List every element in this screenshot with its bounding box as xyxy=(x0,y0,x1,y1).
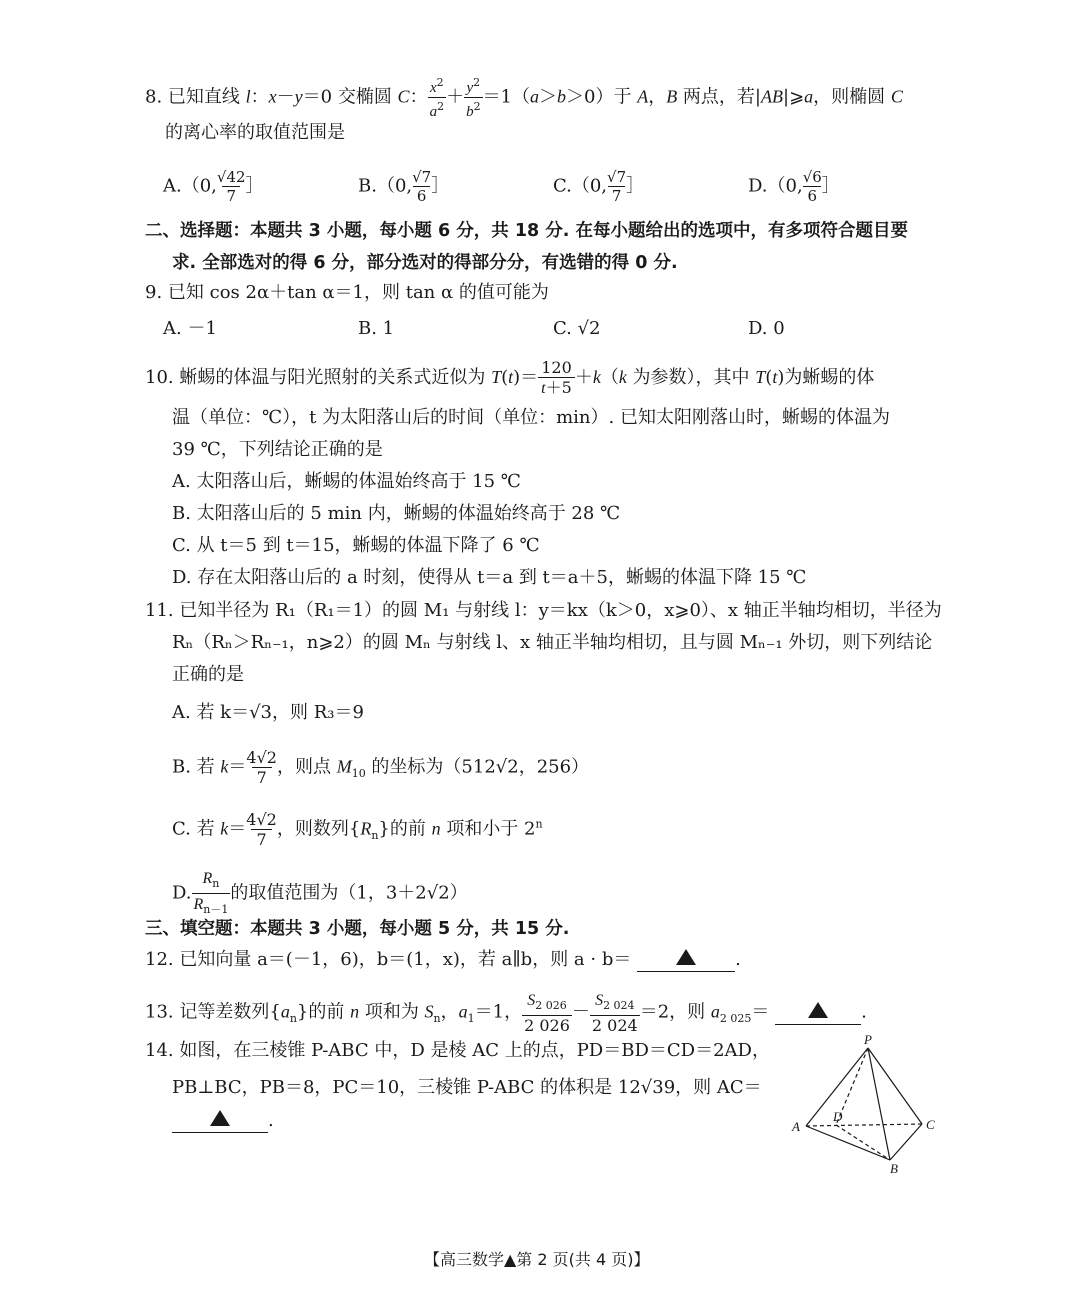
q10-option-c: C. 从 t＝5 到 t＝15，蜥蜴的体温下降了 6 ℃ xyxy=(172,535,540,556)
label-a: A xyxy=(792,1119,800,1134)
q9-stem: 9. 已知 cos 2α＋tan α＝1，则 tan α 的值可能为 xyxy=(145,282,549,303)
q8-line1: 8. 已知直线 l：x－y＝0 交椭圆 C： $x^2$ $a^2 + y^2$ $b^2 =1(a>b>0)$于 A，B 两点，若|AB|⩾a，则椭圆 C xyxy=(145,76,903,120)
edge-ac xyxy=(806,1124,922,1126)
q10-option-a: A. 太阳落山后，蜥蜴的体温始终高于 15 ℃ xyxy=(172,471,521,492)
q9-option-d: D. 0 xyxy=(748,318,785,339)
q14-line2: PB⊥BC，PB＝8，PC＝10，三棱锥 P-ABC 的体积是 12√39，则 AC＝ xyxy=(172,1077,762,1098)
edge-bd xyxy=(836,1125,890,1160)
tetrahedron-figure xyxy=(780,1030,950,1180)
q11-line1: 11. 已知半径为 R₁（R₁＝1）的圆 M₁ 与射线 l：y＝kx（k＞0，x⩾0）、x 轴正半轴均相切，半径为 xyxy=(145,600,942,621)
q10-line2: 温（单位：℃），t 为太阳落山后的时间（单位：min）. 已知太阳刚落山时，蜥蜴的体温为 xyxy=(172,407,890,428)
q14-answer-blank[interactable] xyxy=(172,1106,268,1133)
q13-answer-blank[interactable] xyxy=(775,998,861,1025)
edge-pb xyxy=(868,1048,890,1160)
q9-option-a: A. －1 xyxy=(163,318,217,339)
q11-option-a: A. 若 k＝√3，则 R₃＝9 xyxy=(172,702,364,723)
edge-ab xyxy=(806,1126,890,1160)
q12-answer-blank[interactable] xyxy=(637,945,735,972)
q9-option-b: B. 1 xyxy=(358,318,395,339)
label-d: D xyxy=(833,1109,843,1124)
edge-bc xyxy=(890,1124,922,1160)
label-p: P xyxy=(864,1032,872,1047)
page-footer: 【高三数学▲第 2 页(共 4 页)】 xyxy=(424,1250,650,1269)
section2-line2: 求. 全部选对的得 6 分，部分选对的得部分分，有选错的得 0 分. xyxy=(172,253,678,273)
q11-option-b: B. 若 k＝4√2 7 ，则点 $M_{10}$ 的坐标为（512√2，256） xyxy=(172,748,590,787)
triangle-icon xyxy=(808,1002,828,1018)
q11-option-c: C. 若 k＝4√2 7 ，则数列$\{R_n\}$的前 n 项和小于 2$^n$ xyxy=(172,810,543,849)
q10-line3: 39 ℃，下列结论正确的是 xyxy=(172,439,383,460)
q8-line2: 的离心率的取值范围是 xyxy=(165,122,345,143)
edge-pc xyxy=(868,1048,922,1124)
q9-option-c: C. √2 xyxy=(553,318,601,339)
q11-line3: 正确的是 xyxy=(172,664,244,685)
q14-line1: 14. 如图，在三棱锥 P-ABC 中，D 是棱 AC 上的点，PD＝BD＝CD＝2AD， xyxy=(145,1040,770,1061)
q13-line: 13. 记等差数列$\{a_n\}$的前 n 项和为 $S_n$，$a_1=1$，$S_{2 026}$ 2 $026-S_{2 024}$ 2 024＝2，则 $a_{2 025}=$ . xyxy=(145,992,867,1036)
section3-heading: 三、填空题：本题共 3 小题，每小题 5 分，共 15 分. xyxy=(145,919,570,939)
q8-option-a: A.（0,√42 7 ］ xyxy=(163,168,264,205)
triangle-icon xyxy=(210,1110,230,1126)
label-c: C xyxy=(926,1117,935,1132)
section2-line1: 二、选择题：本题共 3 小题，每小题 6 分，共 18 分. 在每小题给出的选项中，有多项符合题目要 xyxy=(145,221,908,241)
q8-option-d: D.（0,√6 6 ］ xyxy=(748,168,840,205)
q8-option-c: C.（0,√7 7 ］ xyxy=(553,168,645,205)
q10-option-d: D. 存在太阳落山后的 a 时刻，使得从 t＝a 到 t＝a＋5，蜥蜴的体温下降 15 ℃ xyxy=(172,567,807,588)
q12-text: 12. 已知向量 a＝(－1，6)，b＝(1，x)，若 a∥b，则 a · b＝ xyxy=(145,949,632,970)
q14-line3: . xyxy=(172,1108,274,1135)
q11-option-d: $D.R_n$ $R_{n-1}$的取值范围为（1，3＋2√2） xyxy=(172,868,468,919)
q8-option-b: B.（0,√7 6 ］ xyxy=(358,168,450,205)
triangle-icon xyxy=(676,949,696,965)
q12-line: 12. 已知向量 a＝(－1，6)，b＝(1，x)，若 a∥b，则 a · b＝ . xyxy=(145,947,741,974)
label-b: B xyxy=(890,1161,898,1176)
q10-line1: 10. 蜥蜴的体温与阳光照射的关系式近似为 T(t)＝ 120 t＋5 ＋k（k 为参数），其中 T(t)为蜥蜴的体 xyxy=(145,358,875,397)
q10-option-b: B. 太阳落山后的 5 min 内，蜥蜴的体温始终高于 28 ℃ xyxy=(172,503,621,524)
q11-line2: Rₙ（Rₙ＞Rₙ₋₁，n⩾2）的圆 Mₙ 与射线 l、x 轴正半轴均相切，且与圆 Mₙ₋₁ 外切，则下列结论 xyxy=(172,632,933,653)
